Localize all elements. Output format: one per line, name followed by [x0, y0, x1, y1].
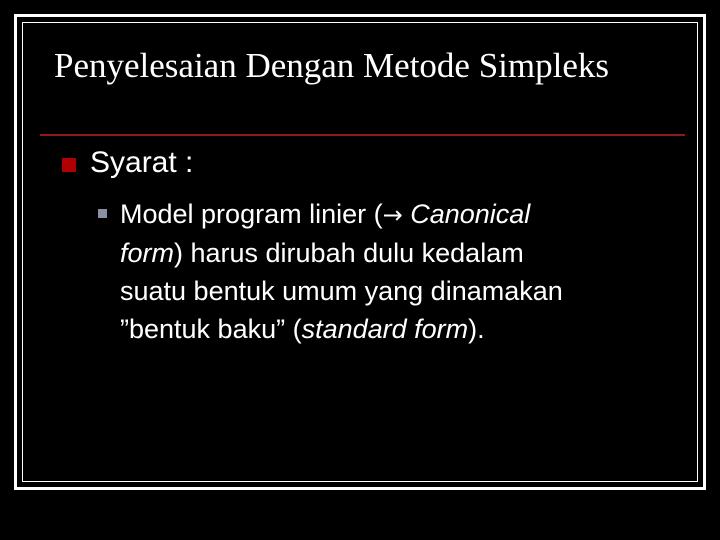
bullet-syarat: Syarat :	[90, 146, 194, 179]
right-arrow-icon: →	[382, 201, 403, 229]
line4-prefix: ”bentuk baku” (	[120, 314, 302, 344]
small-square-bullet-icon	[98, 209, 107, 218]
line2-italic: form	[120, 238, 174, 268]
line4-suffix: ).	[468, 314, 485, 344]
line1-prefix: Model program linier (	[120, 199, 383, 229]
line1-italic: Canonical	[402, 199, 531, 229]
sub-bullet-text	[120, 195, 680, 348]
sub-bullet-line-1	[120, 195, 680, 234]
square-bullet-icon	[62, 158, 76, 172]
sub-bullet-line-2	[120, 234, 680, 272]
line4-italic: standard form	[301, 314, 469, 344]
sub-bullet-line-4	[120, 310, 680, 348]
line2-rest: ) harus dirubah dulu kedalam	[174, 238, 524, 268]
sub-bullet-line-3: suatu bentuk umum yang dinamakan	[120, 276, 563, 306]
slide-title: Penyelesaian Dengan Metode Simpleks	[54, 46, 610, 85]
title-divider	[40, 134, 685, 136]
